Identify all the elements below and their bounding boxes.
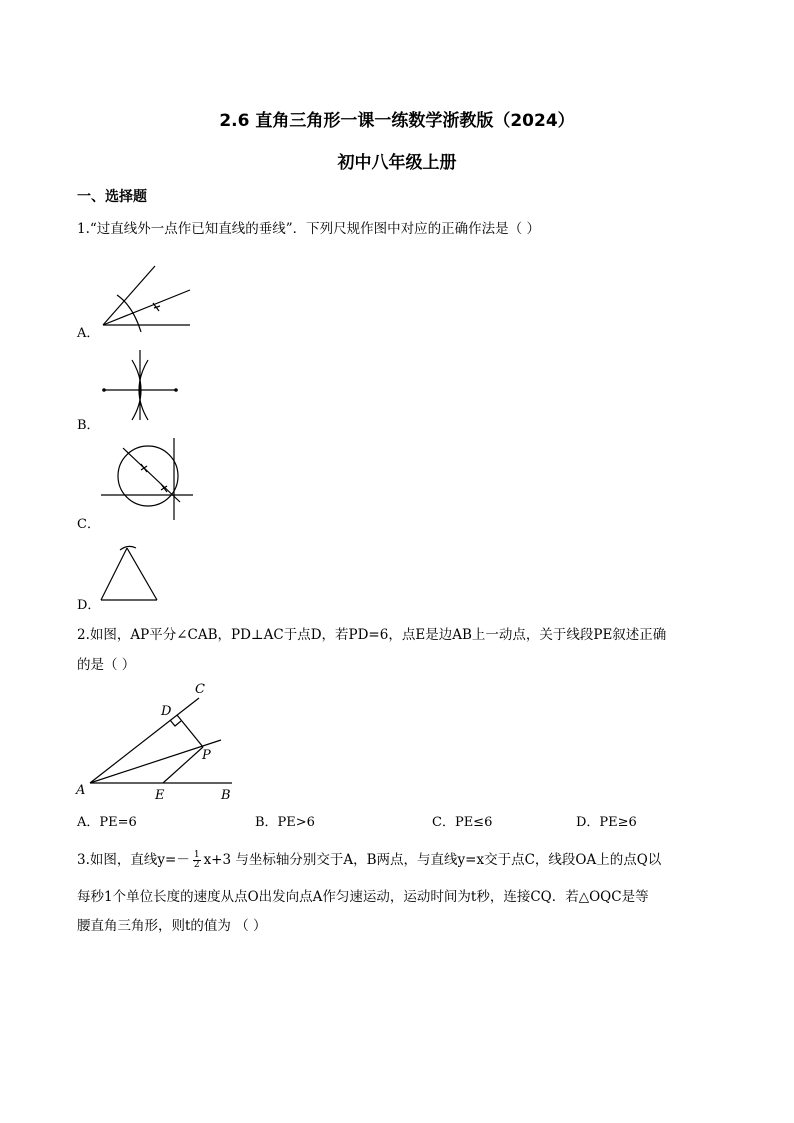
q2-label-e: E xyxy=(155,788,165,803)
q3-fraction-denominator: 2 xyxy=(193,860,200,870)
q2-label-c: C xyxy=(195,682,205,697)
question-3-text-line1 xyxy=(77,848,661,870)
question-3-text-line2: 每秒1个单位长度的速度从点O出发向点A作匀速运动，运动时间为t秒，连接CQ．若△OQC是等 xyxy=(77,889,649,905)
q1-option-a-label: A． xyxy=(77,326,100,341)
question-1-text: 1.“过直线外一点作已知直线的垂线”．下列尺规作图中对应的正确作法是（ ） xyxy=(77,221,540,237)
q3-fraction xyxy=(193,851,201,870)
q1-option-c-figure xyxy=(98,436,193,524)
question-2-text-line2: 的是（ ） xyxy=(77,657,136,673)
q1-option-b-figure xyxy=(100,348,185,423)
document-title: 2.6 直角三角形一课一练数学浙教版（2024） xyxy=(219,111,575,131)
q2-label-p: P xyxy=(202,748,211,763)
q1-option-b-label: B． xyxy=(77,418,100,433)
q3-line1-pre: 3.如图，直线y=－ xyxy=(77,852,190,868)
q1-option-d-label: D． xyxy=(77,598,101,613)
q2-option-b: B．PE>6 xyxy=(255,815,315,830)
q2-figure xyxy=(70,676,245,806)
q3-line1-post: x+3 与坐标轴分别交于A，B两点，与直线y=x交于点C，线段OA上的点Q以 xyxy=(203,852,662,868)
document-subtitle: 初中八年级上册 xyxy=(337,153,457,173)
q2-label-d: D xyxy=(161,704,172,719)
q2-option-a: A．PE=6 xyxy=(77,815,137,830)
q2-label-b: B xyxy=(221,788,231,803)
question-2-text-line1: 2.如图，AP平分∠CAB，PD⊥AC于点D，若PD=6，点E是边AB上一动点，关于线段PE叙述正确 xyxy=(77,627,667,643)
q3-fraction-numerator: 1 xyxy=(193,850,200,860)
q1-option-d-figure xyxy=(98,542,160,604)
q2-option-d: D．PE≥6 xyxy=(576,815,637,830)
q2-label-a: A xyxy=(76,783,86,798)
section-heading: 一、选择题 xyxy=(77,189,147,205)
q2-option-c: C．PE≤6 xyxy=(432,815,493,830)
q1-option-c-label: C． xyxy=(77,517,100,532)
question-3-text-line3: 腰直角三角形，则t的值为 （ ） xyxy=(77,918,267,934)
q1-option-a-figure xyxy=(95,262,195,337)
